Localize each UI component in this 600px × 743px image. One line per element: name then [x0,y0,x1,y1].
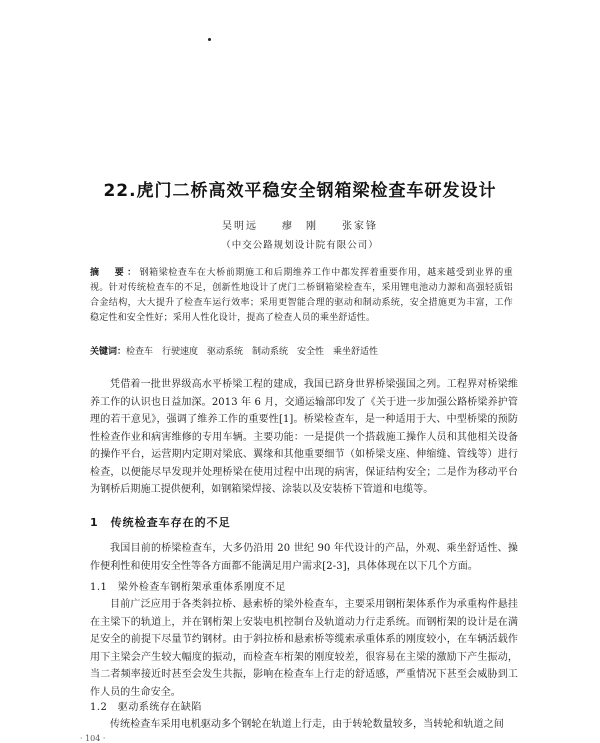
keywords-text: 检查车 行驶速度 驱动系统 制动系统 安全性 乘坐舒适性 [126,347,379,357]
abstract-text: 钢箱梁检查车在大桥前期施工和后期维养工作中都发挥着重要作用，越来越受到业界的重视。针对传统检查车的不足，创新性地设计了虎门二桥钢箱梁检查车，采用锂电池动力源和高强轻质铝合金结构，大大提升了检查车运行效率；采用更智能合理的驱动和制动系统，安全措施更为丰富，工作稳定性和安全性好；采用人性化设计，提高了检查人员的乘坐舒适性。 [90,268,513,323]
subsection-1-2-paragraph: 传统检查车采用电机驱动多个钢轮在轨道上行走，由于转轮数量较多，当转轮和轨道之间 [110,719,504,730]
subsection-1-1-heading: 1.1 梁外检查车钢桁架承重体系刚度不足 [90,582,286,593]
subsection-1-1-paragraph: 目前广泛应用于各类斜拉桥、悬索桥的梁外检查车，主要采用钢桁架体系作为承重构件悬挂在主梁下的轨道上，并在钢桁架上安装电机控制台及轨道动力行走系统。而钢桁架的设计是在满足安全的前提下尽量节约钢材。由于斜拉桥和悬索桥等缆索承重体系的刚度较小，在车辆活载作用下主梁会产生较大幅度的振动，而检查车桁架的刚度较差，很容易在主梁的激励下产生振动，当二者频率接近时甚至会发生共振，影响在检查车上行走的舒适感，严重情况下甚至会威胁到工作人员的生命安全。 [90,599,518,698]
paper-title: 22.虎门二桥高效平稳安全钢箱梁检查车研发设计 [103,181,497,201]
section-1-heading: 1 传统检查车存在的不足 [90,516,231,529]
subsection-1-2-heading: 1.2 驱动系统存在缺陷 [90,702,202,713]
abstract-label: 摘 要： [90,268,140,278]
intro-paragraph: 凭借着一批世界级高水平桥梁工程的建成，我国已跻身世界桥梁强国之列。工程界对桥梁维养工作的认识也日益加深。2013 年 6 月，交通运输部印发了《关于进一步加强公路桥梁养护管理的若干意见》，强调了维养工作的重要性[1]。桥梁检查车，是一种适用于大、中型桥梁的预防性检查作业和病害维修的专用车辆。主要功能：一是提供一个搭载施工操作人员和其他相关设备的操作平台，运营期内定期对梁底、翼缘和其他重要细节（如桥梁支座、伸缩缝、管线等）进行检查，以便能尽早发现并处理桥梁在使用过程中出现的病害，保证结构安全；二是作为移动平台为钢桥后期施工提供便利，如钢箱梁焊接、涂装以及安装桥下管道和电缆等。 [90,379,518,495]
abstract [90,266,513,326]
paper-affiliation: （中交公路规划设计院有限公司） [221,240,379,251]
keywords-label: 关键词： [90,347,127,357]
section-1-paragraph: 我国目前的桥梁检查车，大多仍沿用 20 世纪 90 年代设计的产品，外观、乘坐舒适性、操作便利性和使用安全性等各方面都不能满足用户需求[2-3]，具体体现在以下几个方面。 [90,543,518,572]
paper-authors: 吴明远 瘳 刚 张家锋 [222,221,378,232]
scan-speck [208,38,211,41]
keywords [90,344,513,357]
page-number: · 104 · [80,734,106,743]
